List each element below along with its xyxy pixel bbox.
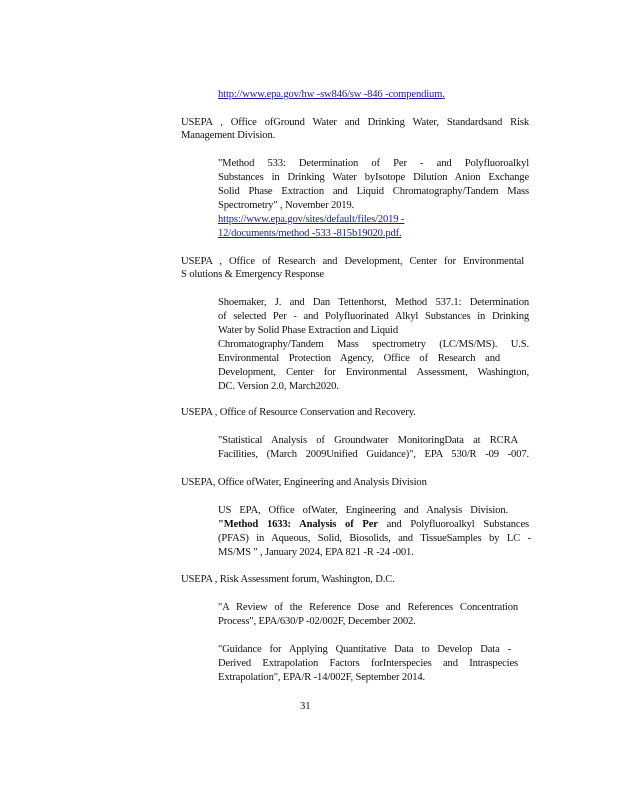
citation-line: MS/MS " , January 2024, EPA 821 -R -24 -001. [218, 547, 414, 558]
citation-line: Shoemaker, J. and Dan Tettenhorst, Method 537.1: Determination [218, 297, 529, 308]
citation-line: Process", EPA/630/P -02/002F, December 2002. [218, 616, 416, 627]
org-heading-cont: S olutions & Emergency Response [181, 269, 324, 280]
method-1633-title: "Method 1633: Analysis of Per [218, 519, 378, 530]
compendium-url[interactable]: http://www.epa.gov/hw -sw846/sw -846 -compendium [218, 89, 443, 100]
citation-line: Extrapolation", EPA/R -14/002F, September 2014. [218, 672, 426, 683]
citation-line: Solid Phase Extraction and Liquid Chromatography/Tandem Mass [218, 186, 529, 197]
citation-line: "A Review of the Reference Dose and References Concentration [218, 602, 518, 613]
org-heading: USEPA, Office ofWater, Engineering and Analysis Division [181, 477, 427, 488]
citation-line: "Guidance for Applying Quantitative Data to Develop Data - [218, 644, 511, 655]
org-heading-cont: Management Division. [181, 130, 276, 141]
citation-line: Substances in Drinking Water byIsotope Dilution Anion Exchange [218, 172, 529, 183]
citation-line: "Statistical Analysis of Groundwater MonitoringData at RCRA [218, 435, 518, 446]
citation-line: Derived Extrapolation Factors forInterspecies and Intraspecies [218, 658, 518, 669]
citation-line: Water by Solid Phase Extraction and Liquid [218, 325, 398, 336]
method-533-url-cont[interactable]: 12/documents/method -533 -815b19020.pdf. [218, 228, 402, 239]
citation-line: of selected Per - and Polyfluorinated Alkyl Substances in Drinking [218, 311, 529, 322]
org-heading: USEPA , Risk Assessment forum, Washington, D.C. [181, 574, 395, 585]
org-heading: USEPA , Office ofGround Water and Drinking Water, Standardsand Risk [181, 117, 529, 128]
citation-line: DC. Version 2.0, March2020. [218, 381, 339, 392]
citation-line: Spectrometry" , November 2019. [218, 200, 355, 211]
citation-line: Chromatography/Tandem Mass spectrometry (LC/MS/MS). U.S. [218, 339, 529, 350]
citation-line: Development, Center for Environmental Assessment, Washington, [218, 367, 529, 378]
citation-line: Environmental Protection Agency, Office of Research and [218, 353, 500, 364]
reference-link[interactable]: http://www.epa.gov/hw -sw846/sw -846 -compendium. [218, 89, 445, 100]
citation-line: "Method 533: Determination of Per - and Polyfluoroalkyl [218, 158, 529, 169]
citation-line: Facilities, (March 2009Unified Guidance)", EPA 530/R -09 -007. [218, 449, 529, 460]
citation-line: (PFAS) in Aqueous, Solid, Biosolids, and TissueSamples by LC - [218, 533, 531, 544]
method-533-url[interactable]: https://www.epa.gov/sites/default/files/2019 - [218, 214, 405, 225]
org-heading: USEPA , Office of Resource Conservation and Recovery. [181, 407, 416, 418]
page-number: 31 [300, 701, 311, 712]
org-heading: USEPA , Office of Research and Development, Center for Environmental [181, 256, 524, 267]
citation-line: "Method 1633: Analysis of Per and Polyfluoroalkyl Substances [218, 519, 529, 530]
citation-line: US EPA, Office ofWater, Engineering and Analysis Division. [218, 505, 508, 516]
